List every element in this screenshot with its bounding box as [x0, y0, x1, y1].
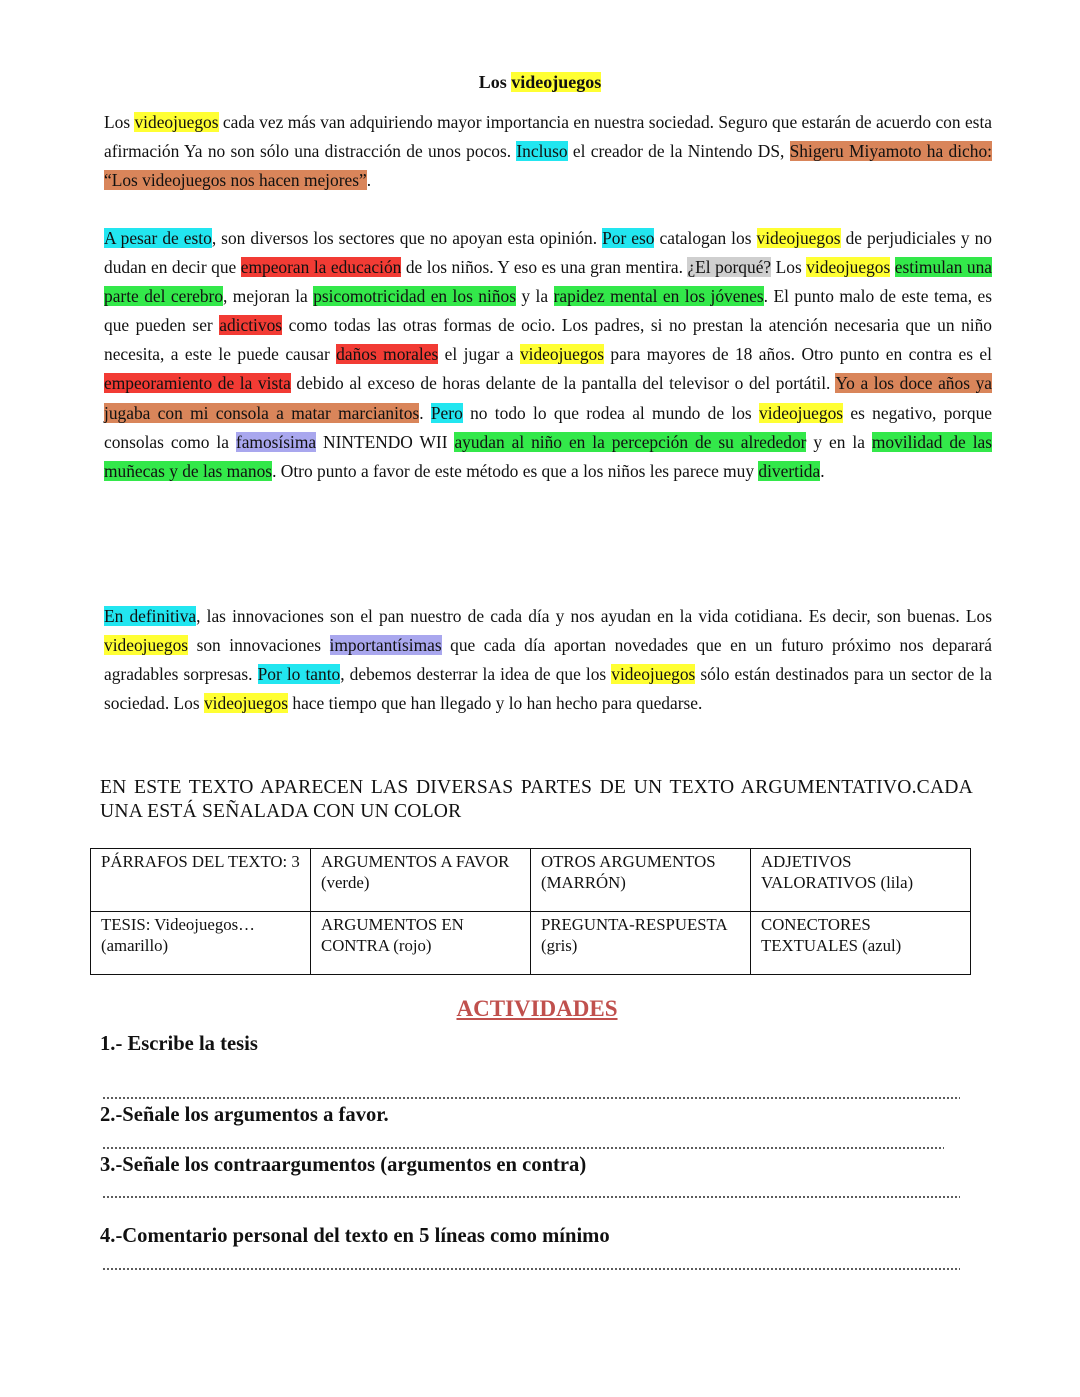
thesis-highlight: videojuegos: [756, 228, 841, 248]
paragraph-text: que cada día aportan novedades que en un futuro próximo nos deparará agradables sorpresas.: [104, 635, 993, 685]
thesis-highlight: videojuegos: [759, 402, 844, 423]
thesis-highlight: videojuegos: [519, 344, 604, 365]
paragraph-text: debido al exceso de horas delante de la pantalla del televisor o del portátil.: [290, 373, 836, 394]
paragraph-text: para mayores de 18 años. Otro punto en contra es el: [604, 344, 992, 365]
legend-cell-arguments-against: ARGUMENTOS EN CONTRA (rojo): [311, 912, 531, 975]
answer-line-4[interactable]: [102, 1268, 960, 1270]
table-row: [91, 849, 971, 912]
argument-for-highlight: movilidad de las muñecas y de las manos: [104, 431, 993, 481]
thesis-highlight: videojuegos: [134, 112, 219, 132]
connector-highlight: En definitiva: [104, 606, 197, 626]
paragraph-2: [104, 224, 992, 486]
paragraph-text: NINTENDO WII: [316, 431, 455, 452]
paragraph-text: y la: [515, 286, 554, 307]
paragraph-text: sólo están destinados para un sector de la sociedad. Los: [104, 664, 992, 714]
question-4: 4.-Comentario personal del texto en 5 líneas como mínimo: [100, 1225, 610, 1247]
paragraph-text: no todo lo que rodea al mundo de los: [462, 402, 759, 423]
paragraph-text: Los: [104, 112, 135, 132]
paragraph-text: son innovaciones: [188, 635, 330, 656]
paragraph-text: hace tiempo que han llegado y lo han hecho para quedarse.: [288, 693, 703, 714]
paragraph-text: es negativo, porque consolas como la: [104, 402, 992, 452]
paragraph-text: .: [419, 402, 431, 423]
answer-line-1[interactable]: [102, 1097, 960, 1099]
other-argument-highlight: Shigeru Miyamoto ha dicho: “Los videojuegos nos hacen mejores”: [104, 141, 992, 191]
paragraph-text: .: [820, 460, 825, 481]
paragraph-text: , mejoran la: [223, 286, 314, 307]
paragraph-text: , las innovaciones son el pan nuestro de cada día y nos ayudan en la vida cotidiana. Es decir, son buenas. Los: [196, 606, 993, 626]
connector-highlight: Por eso: [602, 228, 655, 248]
argument-against-highlight: daños morales: [336, 344, 439, 365]
thesis-highlight: videojuegos: [611, 664, 696, 685]
paragraph-text: de los niños. Y eso es una gran mentira.: [401, 257, 688, 278]
connector-highlight: A pesar de esto: [104, 228, 212, 248]
paragraph-text: cada vez más van adquiriendo mayor importancia en nuestra sociedad. Seguro que estarán de acuerdo con esta afirmación Ya no son sólo una distracción de unos pocos.: [104, 112, 992, 162]
paragraph-text: y en la: [806, 431, 872, 452]
paragraph-text: . Otro punto a favor de este método es que a los niños les parece muy: [272, 460, 759, 481]
paragraph-text: de perjudiciales y no dudan en decir que: [104, 228, 993, 278]
argument-for-highlight: ayudan al niño en la percepción de su alrededor: [454, 431, 807, 452]
table-row: [91, 912, 971, 975]
question-3: 3.-Señale los contraargumentos (argumentos en contra): [100, 1154, 587, 1176]
paragraph-1: [104, 108, 992, 195]
question-2: 2.-Señale los argumentos a favor.: [100, 1104, 389, 1126]
legend-cell-question-answer: PREGUNTA-RESPUESTA (gris): [531, 912, 751, 975]
paragraph-text: el creador de la Nintendo DS,: [567, 141, 790, 162]
paragraph-3: [104, 602, 992, 718]
legend-cell-thesis: TESIS: Videojuegos…(amarillo): [91, 912, 311, 975]
legend-cell-other-arguments: OTROS ARGUMENTOS (MARRÓN): [531, 849, 751, 912]
adjective-highlight: importantísimas: [329, 635, 442, 656]
connector-highlight: Incluso: [516, 141, 568, 162]
paragraph-text: .: [366, 170, 372, 191]
thesis-highlight: videojuegos: [806, 257, 891, 278]
argument-for-highlight: rapidez mental en los jóvenes: [553, 286, 764, 307]
thesis-highlight: videojuegos: [104, 635, 189, 656]
activities-title: ACTIVIDADES: [456, 996, 618, 1021]
paragraph-text: . El punto malo de este tema, es que pueden ser: [104, 286, 993, 336]
paragraph-text: , debemos desterrar la idea de que los: [340, 664, 612, 685]
document-title: [0, 72, 1080, 93]
paragraph-text: Los: [771, 257, 807, 278]
answer-line-2[interactable]: [102, 1147, 944, 1149]
legend-table: [90, 848, 971, 975]
argument-against-highlight: empeoramiento de la vista: [104, 373, 291, 394]
answer-line-3[interactable]: [102, 1196, 960, 1198]
title-word: Los: [478, 72, 512, 92]
argument-for-highlight: psicomotricidad en los niños: [313, 286, 516, 307]
argument-against-highlight: adictivos: [219, 315, 283, 336]
other-argument-highlight: Yo a los doce años ya jugaba con mi consola a matar marcianitos: [104, 373, 992, 423]
connector-highlight: Por lo tanto: [257, 664, 341, 685]
adjective-highlight: famosísima: [235, 431, 317, 452]
question-1: 1.- Escribe la tesis: [100, 1033, 258, 1055]
argument-for-highlight: divertida: [758, 460, 821, 481]
legend-cell-adjectives: ADJETIVOS VALORATIVOS (lila): [751, 849, 971, 912]
paragraph-text: catalogan los: [654, 228, 757, 248]
legend-cell-connectors: CONECTORES TEXTUALES (azul): [751, 912, 971, 975]
argument-for-highlight: estimulan una parte del cerebro: [104, 257, 992, 307]
paragraph-text: como todas las otras formas de ocio. Los padres, si no prestan la atención necesaria que un niño necesita, a este le puede causar: [104, 315, 992, 365]
argument-against-highlight: empeoran la educación: [240, 257, 402, 278]
legend-cell-arguments-for: ARGUMENTOS A FAVOR (verde): [311, 849, 531, 912]
paragraph-text: el jugar a: [438, 344, 520, 365]
paragraph-text: , son diversos los sectores que no apoyan esta opinión.: [211, 228, 603, 248]
legend-cell-paragraphs: PÁRRAFOS DEL TEXTO: 3: [91, 849, 311, 912]
question-answer-highlight: ¿El porqué?: [687, 257, 772, 278]
title-highlight-word: videojuegos: [511, 72, 602, 92]
connector-highlight: Pero: [430, 402, 463, 423]
intro-text: EN ESTE TEXTO APARECEN LAS DIVERSAS PARTES DE UN TEXTO ARGUMENTATIVO.CADA UNA ESTÁ SEÑALADA CON UN COLOR: [100, 777, 973, 822]
thesis-highlight: videojuegos: [203, 693, 289, 714]
